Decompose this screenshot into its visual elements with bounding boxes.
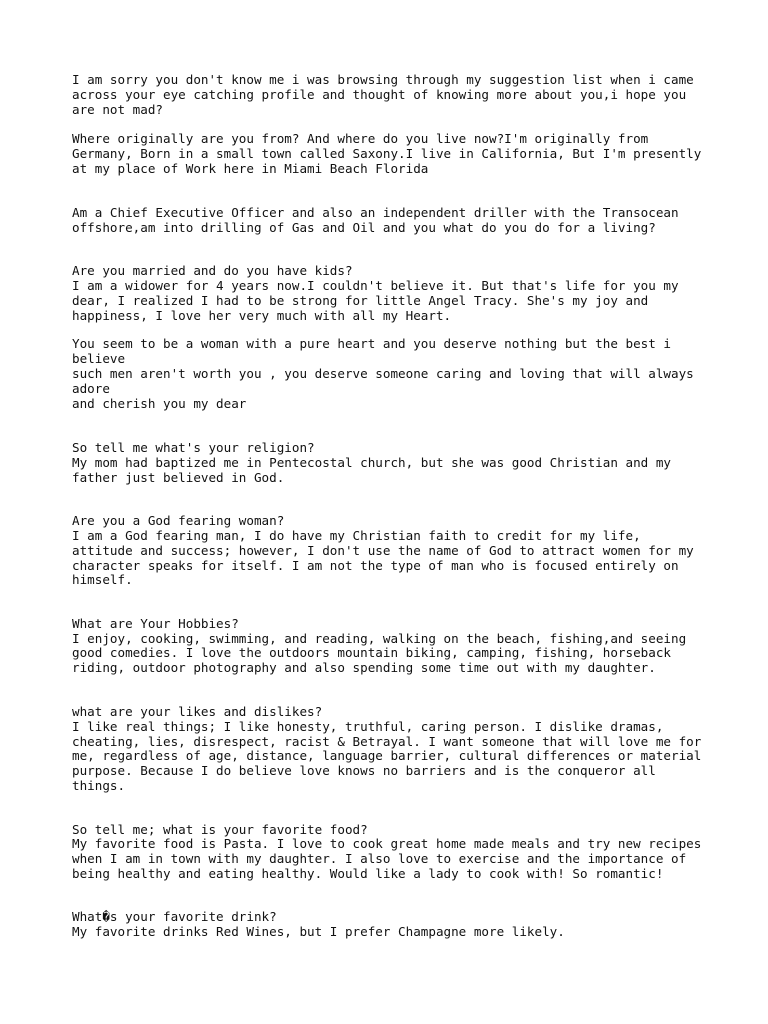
text-line: My favorite food is Pasta. I love to cook great home made meals and try new recipes	[72, 836, 702, 851]
text-line: Am a Chief Executive Officer and also an independent driller with the Transocean	[72, 205, 679, 220]
text-line: So tell me what's your religion?	[72, 440, 315, 455]
text-line: I enjoy, cooking, swimming, and reading, walking on the beach, fishing,and seeing	[72, 631, 687, 646]
text-line: Where originally are you from? And where do you live now?I'm originally from	[72, 131, 649, 146]
text-line: What are Your Hobbies?	[72, 616, 239, 631]
text-line: My favorite drinks Red Wines, but I prefer Champagne more likely.	[72, 924, 565, 939]
text-line: I am sorry you don't know me i was browsing through my suggestion list when i came	[72, 72, 694, 87]
text-line: himself.	[72, 572, 133, 587]
text-line: what are your likes and dislikes?	[72, 704, 323, 719]
text-line: Are you a God fearing woman?	[72, 513, 285, 528]
text-line: and cherish you my dear	[72, 396, 247, 411]
text-line: cheating, lies, disrespect, racist & Betrayal. I want someone that will love me for	[72, 734, 702, 749]
text-line: So tell me; what is your favorite food?	[72, 822, 368, 837]
text-line: Germany, Born in a small town called Saxony.I live in California, But I'm presently	[72, 146, 702, 161]
text-line: at my place of Work here in Miami Beach Florida	[72, 161, 429, 176]
text-line: character speaks for itself. I am not the type of man who is focused entirely on	[72, 558, 679, 573]
text-line: being healthy and eating healthy. Would like a lady to cook with! So romantic!	[72, 866, 664, 881]
text-line: What�s your favorite drink?	[72, 909, 277, 924]
text-line: happiness, I love her very much with all my Heart.	[72, 308, 452, 323]
text-line: believe	[72, 351, 126, 366]
text-line: attitude and success; however, I don't use the name of God to attract women for my	[72, 543, 694, 558]
text-line: dear, I realized I had to be strong for little Angel Tracy. She's my joy and	[72, 293, 649, 308]
text-line: My mom had baptized me in Pentecostal church, but she was good Christian and my	[72, 455, 671, 470]
text-line: I like real things; I like honesty, truthful, caring person. I dislike dramas,	[72, 719, 664, 734]
text-line: me, regardless of age, distance, language barrier, cultural differences or material	[72, 748, 702, 763]
text-line: good comedies. I love the outdoors mountain biking, camping, fishing, horseback	[72, 645, 671, 660]
text-line: things.	[72, 778, 126, 793]
text-line: when I am in town with my daughter. I also love to exercise and the importance of	[72, 851, 687, 866]
text-line: Are you married and do you have kids?	[72, 263, 353, 278]
text-line: I am a God fearing man, I do have my Christian faith to credit for my life,	[72, 528, 641, 543]
text-line: I am a widower for 4 years now.I couldn't believe it. But that's life for you my	[72, 278, 679, 293]
text-line: father just believed in God.	[72, 470, 285, 485]
text-line: You seem to be a woman with a pure heart and you deserve nothing but the best i	[72, 336, 671, 351]
text-line: purpose. Because I do believe love knows no barriers and is the conqueror all	[72, 763, 656, 778]
text-line: are not mad?	[72, 102, 163, 117]
text-line: offshore,am into drilling of Gas and Oil and you what do you do for a living?	[72, 220, 656, 235]
text-line: riding, outdoor photography and also spending some time out with my daughter.	[72, 660, 656, 675]
text-line: such men aren't worth you , you deserve someone caring and loving that will always	[72, 366, 694, 381]
text-line: across your eye catching profile and thought of knowing more about you,i hope you	[72, 87, 687, 102]
text-line: adore	[72, 381, 110, 396]
